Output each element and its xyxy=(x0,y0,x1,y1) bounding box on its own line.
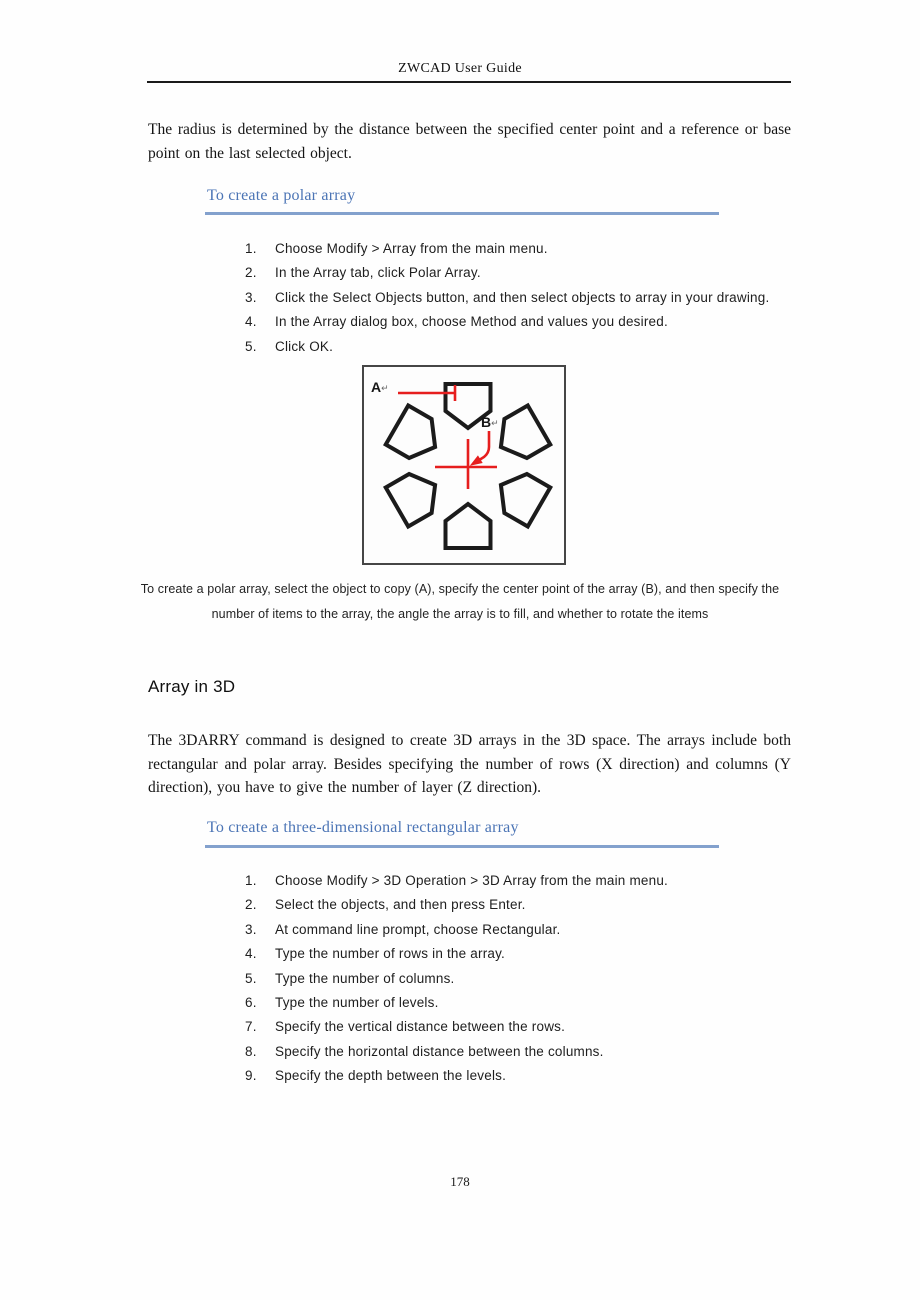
step-text: Type the number of levels. xyxy=(275,995,439,1011)
list-item xyxy=(245,310,769,334)
list-item xyxy=(245,286,769,310)
list-item xyxy=(245,237,769,261)
step-text: At command line prompt, choose Rectangular. xyxy=(275,921,561,937)
step-text: Select the objects, and then press Enter. xyxy=(275,897,526,913)
caption-line-2: number of items to the array, the angle the array is to fill, and whether to rotate the items xyxy=(211,607,709,621)
list-item xyxy=(245,991,668,1015)
figure-label-a xyxy=(371,380,389,395)
figure-caption xyxy=(60,577,860,627)
list-item xyxy=(245,1040,668,1064)
list-item xyxy=(245,918,668,942)
list-item xyxy=(245,967,668,991)
arrowhead-icon xyxy=(471,456,482,465)
pointer-arrow-b xyxy=(480,431,489,460)
rect-heading-rule xyxy=(205,845,719,848)
rect-array-steps xyxy=(245,869,668,1089)
step-text: In the Array tab, click Polar Array. xyxy=(275,265,481,281)
step-text: Specify the vertical distance between the rows. xyxy=(275,1019,566,1035)
label-a-text: A xyxy=(371,379,382,395)
step-text: In the Array dialog box, choose Method and values you desired. xyxy=(275,314,668,330)
step-text: Type the number of rows in the array. xyxy=(275,946,506,962)
step-text: Specify the horizontal distance between the columns. xyxy=(275,1043,604,1059)
polar-array-heading: To create a polar array xyxy=(207,187,356,204)
list-item xyxy=(245,335,769,359)
caption-line-1: To create a polar array, select the object to copy (A), specify the center point of the array (B), and then specify the xyxy=(140,582,780,596)
figure-label-b xyxy=(481,415,499,430)
step-text: Type the number of columns. xyxy=(275,970,455,986)
polar-array-steps xyxy=(245,237,769,359)
list-item xyxy=(245,893,668,917)
header-title: ZWCAD User Guide xyxy=(398,61,522,76)
array-3d-paragraph: The 3DARRY command is designed to create 3D arrays in the 3D space. The arrays include both rectangular and polar array. Besides specifying the number of rows (X direction) and columns (Y direction), you have to give the number of layer (Z direction). xyxy=(148,732,791,796)
list-item xyxy=(245,1064,668,1088)
carriage-return-icon: ↵ xyxy=(491,418,499,428)
rect-array-heading: To create a three-dimensional rectangular array xyxy=(207,819,519,836)
page-number: 178 xyxy=(450,1174,470,1189)
step-text: Click OK. xyxy=(275,338,334,354)
polar-heading-rule xyxy=(205,212,719,215)
polar-array-diagram xyxy=(364,367,564,563)
list-item xyxy=(245,942,668,966)
polar-array-figure xyxy=(362,365,566,565)
list-item xyxy=(245,261,769,285)
label-b-text: B xyxy=(481,414,492,430)
step-text: Choose Modify > Array from the main menu. xyxy=(275,241,548,256)
carriage-return-icon: ↵ xyxy=(381,383,389,393)
step-text: Specify the depth between the levels. xyxy=(275,1068,507,1084)
step-text: Click the Select Objects button, and then select objects to array in your drawing. xyxy=(275,289,770,305)
array-in-3d-heading: Array in 3D xyxy=(148,677,236,696)
list-item xyxy=(245,1015,668,1039)
header-rule xyxy=(147,81,791,83)
list-item xyxy=(245,869,668,893)
intro-paragraph: The radius is determined by the distance between the specified center point and a reference or base point on the last selected object. xyxy=(148,121,791,162)
step-text: Choose Modify > 3D Operation > 3D Array from the main menu. xyxy=(275,873,668,888)
